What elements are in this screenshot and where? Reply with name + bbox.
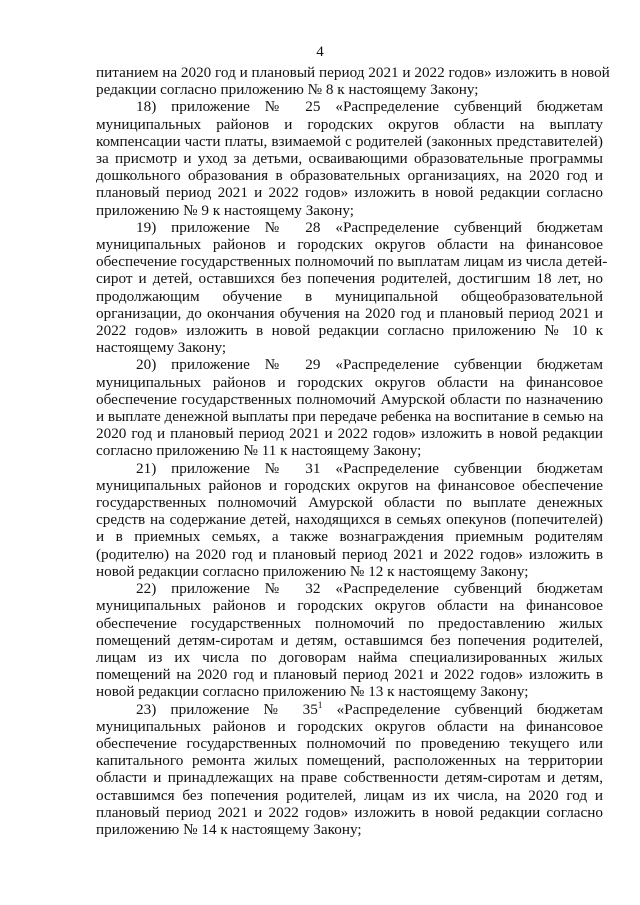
text-line: капитального ремонта жилых помещений, расположенных на территории xyxy=(96,752,603,770)
text-line: средств на содержание детей, находящихся в семьях опекунов (попечителей) xyxy=(96,511,603,529)
text-line: (родителю) на 2020 год и плановый период 2021 и 2022 годов» изложить в xyxy=(96,545,603,563)
text-line: и выплате денежной выплаты при передаче ребенка на воспитание в семью на xyxy=(96,408,604,426)
text-line: лицам из их числа по договорам найма специализированных жилых xyxy=(96,648,603,666)
text-line: редакции согласно приложению № 8 к настоящему Закону; xyxy=(96,81,479,99)
text-line-rest: «Распределение субвенций бюджетам xyxy=(322,700,603,718)
text-line: 21) приложение № 31 «Распределение субвенции бюджетам xyxy=(136,459,603,477)
text-line: помещений детям-сиротам и детям, оставшимся без попечения родителей, xyxy=(96,631,603,649)
text-line: обеспечение государственных полномочий по проведению текущего или xyxy=(96,734,603,752)
text-line: продолжающим обучение в муниципальной общеобразовательной xyxy=(96,287,603,305)
text-line: 22) приложение № 32 «Распределение субвенций бюджетам xyxy=(136,580,603,598)
text-line: муниципальных районов и городских округов области на финансовое xyxy=(96,717,603,735)
text-line-start: 23) приложение № 35 xyxy=(136,700,318,718)
text-line: настоящему Закону; xyxy=(96,339,227,357)
text-line: 19) приложение № 28 «Распределение субвенций бюджетам xyxy=(136,218,603,236)
text-line: плановый период 2021 и 2022 годов» изложить в новой редакции согласно xyxy=(96,803,603,821)
text-line: компенсации части платы, взимаемой с родителей (законных представителей) xyxy=(96,132,603,150)
text-line: новой редакции согласно приложению № 12 к настоящему Закону; xyxy=(96,562,529,580)
superscript: 1 xyxy=(317,699,323,710)
text-line: муниципальных районов и городских округов области на финансовое xyxy=(96,597,603,615)
text-line: 18) приложение № 25 «Распределение субвенций бюджетам xyxy=(136,98,603,116)
text-line: 20) приложение № 29 «Распределение субвенции бюджетам xyxy=(136,356,603,374)
text-line: приложению № 9 к настоящему Закону; xyxy=(96,201,354,219)
page-number: 4 xyxy=(316,44,324,60)
text-line: государственных полномочий Амурской области по выплате денежных xyxy=(96,494,603,512)
text-line xyxy=(96,701,603,718)
text-line: новой редакции согласно приложению № 13 к настоящему Закону; xyxy=(96,683,529,701)
text-line: приложению № 14 к настоящему Закону; xyxy=(96,820,362,838)
text-line: согласно приложению № 11 к настоящему Закону; xyxy=(96,442,422,460)
text-line: обеспечение государственных полномочий по предоставлению жилых xyxy=(96,614,603,632)
text-line: муниципальных районов и городских округов на финансовое обеспечение xyxy=(96,476,603,494)
text-line: 2022 годов» изложить в новой редакции согласно приложению № 10 к xyxy=(96,322,603,340)
text-line: муниципальных районов и городских округов области на выплату xyxy=(96,115,603,133)
text-line: питанием на 2020 год и плановый период 2021 и 2022 годов» изложить в новой xyxy=(96,64,610,81)
text-line: дошкольного образования в образовательных организациях, на 2020 год и xyxy=(96,167,603,185)
text-line: муниципальных районов и городских округов области на финансовое xyxy=(96,236,603,254)
text-line: за присмотр и уход за детьми, осваивающими образовательные программы xyxy=(96,150,603,168)
text-line: оставшимся без попечения родителей, лицам из их числа, на 2020 год и xyxy=(96,786,603,804)
text-line: обеспечение государственных полномочий Амурской области по назначению xyxy=(96,390,603,408)
text-line: плановый период 2021 и 2022 годов» изложить в новой редакции согласно xyxy=(96,184,603,202)
text-line: организации, до окончания обучения на 2020 год и плановый период 2021 и xyxy=(96,304,603,322)
text-line: области и принадлежащих на праве собственности детям-сиротам и детям, xyxy=(96,769,603,787)
text-line: помещений на 2020 год и плановый период 2021 и 2022 годов» изложить в xyxy=(96,666,603,684)
document-body xyxy=(96,64,610,838)
text-line: сирот и детей, оставшихся без попечения родителей, достигшим 18 лет, но xyxy=(96,270,603,288)
text-line: 2020 год и плановый период 2021 и 2022 годов» изложить в новой редакции xyxy=(96,425,603,443)
text-line: и в приемных семьях, а также вознаграждения приемным родителям xyxy=(96,528,603,546)
text-line: обеспечение государственных полномочий по выплатам лицам из числа детей- xyxy=(96,253,608,271)
text-line: муниципальных районов и городских округов области на финансовое xyxy=(96,373,603,391)
